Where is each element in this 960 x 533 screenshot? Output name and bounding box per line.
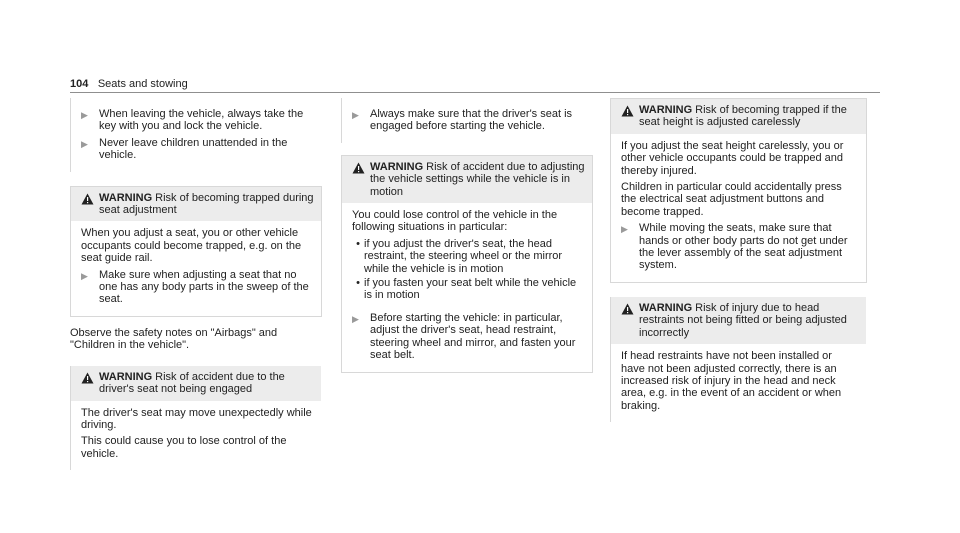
warning-header xyxy=(71,366,321,401)
bullet-icon: • xyxy=(356,277,360,290)
warning-label: WARNING xyxy=(99,370,153,383)
instruction-steps xyxy=(341,98,592,143)
arrow-right-icon: ▶ xyxy=(621,224,628,235)
instruction-step: ▶ Make sure when adjusting a seat that no one has any body parts in the sweep of the seat. xyxy=(81,268,309,306)
warning-triangle-icon xyxy=(352,161,370,198)
warning-triangle-icon xyxy=(621,104,639,129)
section-title: Seats and stowing xyxy=(97,78,188,90)
warning-triangle-icon xyxy=(621,302,639,339)
column-2 xyxy=(341,98,593,373)
warning-header xyxy=(611,297,866,344)
list-item: • if you adjust the driver's seat, the head restraint, the steering wheel or the mirror while the vehicle is in motion xyxy=(352,238,584,275)
warning-body: The driver's seat may move unexpectedly while driving. This could cause you to lose control of the vehicle. xyxy=(81,406,312,460)
warning-label: WARNING xyxy=(370,160,424,173)
warning-box-seat-height xyxy=(610,98,867,283)
arrow-right-icon: ▶ xyxy=(81,138,88,149)
warning-title: Risk of accident due to adjusting the vehicle settings while the vehicle is in motion xyxy=(370,160,585,198)
instruction-step: ▶ While moving the seats, make sure that hands or other body parts do not get under the lever assembly of the seat adjustment system. xyxy=(621,222,848,272)
warning-box-trapped-adjustment xyxy=(70,186,322,317)
warning-header xyxy=(611,99,866,134)
warning-header xyxy=(71,187,321,222)
warning-label: WARNING xyxy=(639,104,693,116)
warning-header xyxy=(342,156,592,203)
column-3 xyxy=(610,98,872,422)
bullet-icon: • xyxy=(356,237,360,250)
warning-body: If head restraints have not been installed or have not been adjusted correctly, there is an increased risk of injury in the head and neck area, e.g. in the event of an accident or when braking. xyxy=(621,350,842,412)
warning-title: Risk of injury due to head restraints not being fitted or being adjusted incorrectly xyxy=(639,301,847,339)
arrow-right-icon: ▶ xyxy=(81,110,88,120)
warning-triangle-icon xyxy=(81,192,99,217)
warning-triangle-icon xyxy=(81,371,99,396)
warning-box-adjust-in-motion xyxy=(341,155,593,373)
list-item: • if you fasten your seat belt while the vehicle is in motion xyxy=(352,277,584,302)
warning-label: WARNING xyxy=(99,191,153,204)
warning-title: Risk of becoming trapped if the seat height is adjusted carelessly xyxy=(639,104,847,129)
instruction-step: ▶ When leaving the vehicle, always take the key with you and lock the vehicle. xyxy=(81,108,304,133)
column-1 xyxy=(70,98,322,470)
arrow-right-icon: ▶ xyxy=(352,313,359,324)
warning-label: WARNING xyxy=(639,301,693,314)
arrow-right-icon: ▶ xyxy=(81,270,88,281)
page-number: 104 xyxy=(70,78,89,90)
instruction-step: ▶ Never leave children unattended in the vehicle. xyxy=(81,136,288,162)
arrow-right-icon: ▶ xyxy=(352,110,359,120)
page-header xyxy=(70,74,880,93)
observe-note: Observe the safety notes on "Airbags" and "Children in the vehicle". xyxy=(70,326,278,352)
warning-box-seat-not-engaged xyxy=(70,366,321,470)
warning-box-head-restraints xyxy=(610,297,866,422)
instruction-step: ▶ Always make sure that the driver's seat is engaged before starting the vehicle. xyxy=(352,108,573,133)
instruction-steps xyxy=(70,98,321,172)
warning-title: Risk of accident due to the driver's seat not being engaged xyxy=(99,370,285,396)
instruction-step: ▶ Before starting the vehicle: in particular, adjust the driver's seat, head restraint, steering wheel and mirror, and fasten your seat belt. xyxy=(352,311,576,362)
warning-body: If you adjust the seat height carelessly, you or other vehicle occupants could be trapped and thereby injured. Children in particular could accidentally press the electrical seat adjustment buttons and become trapped. ▶ While moving the seats, make sure that hands or other body parts do not get under the lever assembly of the seat adjustment system. xyxy=(611,134,866,282)
warning-title: Risk of becoming trapped during seat adjustment xyxy=(99,191,314,217)
warning-body: When you adjust a seat, you or other vehicle occupants could become trapped, e.g. on the seat guide rail. ▶ Make sure when adjusting a seat that no one has any body parts in the sweep of the seat. xyxy=(71,221,321,315)
warning-body: You could lose control of the vehicle in the following situations in particular: • if you adjust the driver's seat, the head restraint, the steering wheel or the mirror while the vehicle is in motion • if you fasten your seat belt while the vehicle is in motion ▶ Before starting the vehicle: in particular, adjust the driver's seat, head restraint, steering wheel and mirror, and fasten your seat belt. xyxy=(342,203,592,371)
